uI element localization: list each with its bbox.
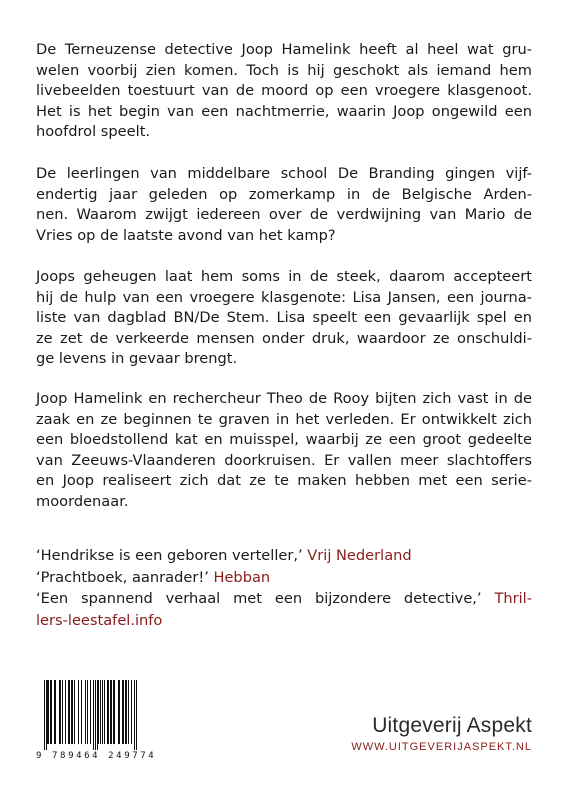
quote-text: ‘Hendrikse is een geboren verteller,’: [36, 547, 308, 564]
isbn-number: 9 789464 249774: [36, 751, 157, 761]
barcode-bar: [74, 680, 75, 744]
review-quote: [36, 588, 532, 610]
barcode-bar: [128, 680, 129, 744]
barcode-bar: [81, 680, 82, 744]
blurb-line: Het is het begin van een nachtmerrie, waarin Joop ongewild een: [36, 102, 532, 120]
barcode-bar: [134, 680, 135, 750]
barcode-bar: [97, 680, 98, 750]
barcode-bar: [62, 680, 63, 744]
barcode-bar: [102, 680, 103, 744]
isbn-barcode: [36, 680, 164, 780]
review-quotes: [36, 545, 536, 631]
quote-source: Thril-: [494, 590, 532, 607]
barcode-bar: [71, 680, 73, 744]
blurb-line: De Terneuzense detective Joop Hamelink heeft al heel wat gru-: [36, 41, 532, 58]
review-quote: [36, 545, 536, 567]
barcode-bar: [104, 680, 105, 744]
blurb-line: hij de hulp van een vroegere klasgenote: Lisa Jansen, een journa-: [36, 288, 532, 306]
barcode-bar: [47, 680, 49, 744]
barcode-bar: [118, 680, 120, 744]
blurb-paragraph-1: [36, 40, 532, 143]
barcode-bar: [54, 680, 56, 744]
review-quote: [36, 567, 536, 589]
blurb-line: ze zet de verkeerde mensen onder druk, waardoor ze onschuldi-: [36, 329, 532, 347]
barcode-bar: [125, 680, 127, 744]
barcode-bar: [59, 680, 61, 744]
publisher-name: Uitgeverij Aspekt: [372, 714, 532, 737]
blurb-line: moordenaar.: [36, 492, 129, 510]
barcode-bar: [110, 680, 112, 744]
blurb-line: ge levens in gevaar brengt.: [36, 350, 238, 367]
blurb-paragraph-2: [36, 164, 532, 246]
blurb-line: Joop Hamelink en rechercheur Theo de Rooy bijten zich vast in de: [36, 390, 532, 407]
blurb-line: liste van dagblad BN/De Stem. Lisa speelt een gevaarlijk spel en: [36, 309, 532, 326]
barcode-bar: [46, 680, 47, 750]
publisher-block: [351, 714, 532, 753]
blurb-line: een bloedstollend kat en muisspel, waarbij ze een groot gedeelte: [36, 431, 532, 448]
quote-source: Hebban: [213, 568, 271, 586]
barcode-bar: [90, 680, 91, 744]
barcode-bar: [44, 680, 45, 750]
blurb-line: en Joop realiseert zich dat ze te maken hebben met een serie-: [36, 472, 532, 489]
barcode-bar: [136, 680, 137, 750]
barcode-bars: [36, 680, 164, 750]
barcode-bar: [78, 680, 79, 744]
blurb-line: livebeelden toestuurt van de moord op een vroegere klasgenoot.: [36, 82, 532, 99]
barcode-bar: [87, 680, 88, 744]
blurb-line: nen. Waarom zwijgt iedereen over de verdwijning van Mario de: [36, 206, 532, 223]
barcode-bar: [65, 680, 66, 744]
blurb-paragraph-4: [36, 389, 532, 512]
barcode-bar: [93, 680, 94, 750]
blurb-line: De leerlingen van middelbare school De Branding gingen vijf-: [36, 165, 532, 182]
blurb-line: Vries op de laatste avond van het kamp?: [36, 226, 336, 244]
barcode-bar: [122, 680, 124, 744]
barcode-bar: [50, 680, 52, 744]
barcode-bar: [85, 680, 86, 744]
blurb-line: van Zeeuws-Vlaanderen doorkruisen. Er vallen meer slachtoffers: [36, 451, 532, 469]
barcode-bar: [98, 680, 99, 744]
barcode-bar: [100, 680, 101, 744]
quote-text: ‘Prachtboek, aanrader!’: [36, 568, 214, 586]
barcode-bar: [131, 680, 132, 744]
blurb-line: hoofdrol speelt.: [36, 123, 151, 140]
blurb-paragraph-3: [36, 267, 532, 370]
barcode-bar: [95, 680, 96, 750]
barcode-bar: [107, 680, 109, 744]
quote-source: Vrij Nederland: [307, 547, 412, 564]
barcode-bar: [68, 680, 70, 744]
barcode-bar: [113, 680, 115, 744]
review-quote-continuation: [36, 610, 536, 632]
blurb-line: Joops geheugen laat hem soms in de steek, daarom accepteert: [36, 268, 532, 285]
publisher-url: WWW.UITGEVERIJASPEKT.NL: [351, 741, 532, 753]
blurb-line: endertig jaar geleden op zomerkamp in de Belgische Arden-: [36, 185, 532, 203]
blurb-line: zaak en ze beginnen te graven in het verleden. Er ontwikkelt zich: [36, 410, 532, 428]
blurb-line: welen voorbij zien komen. Toch is hij geschokt als iemand hem: [36, 61, 532, 79]
quote-text: ‘Een spannend verhaal met een bijzondere detective,’: [36, 590, 495, 607]
quote-source: lers-leestafel.info: [36, 611, 163, 629]
